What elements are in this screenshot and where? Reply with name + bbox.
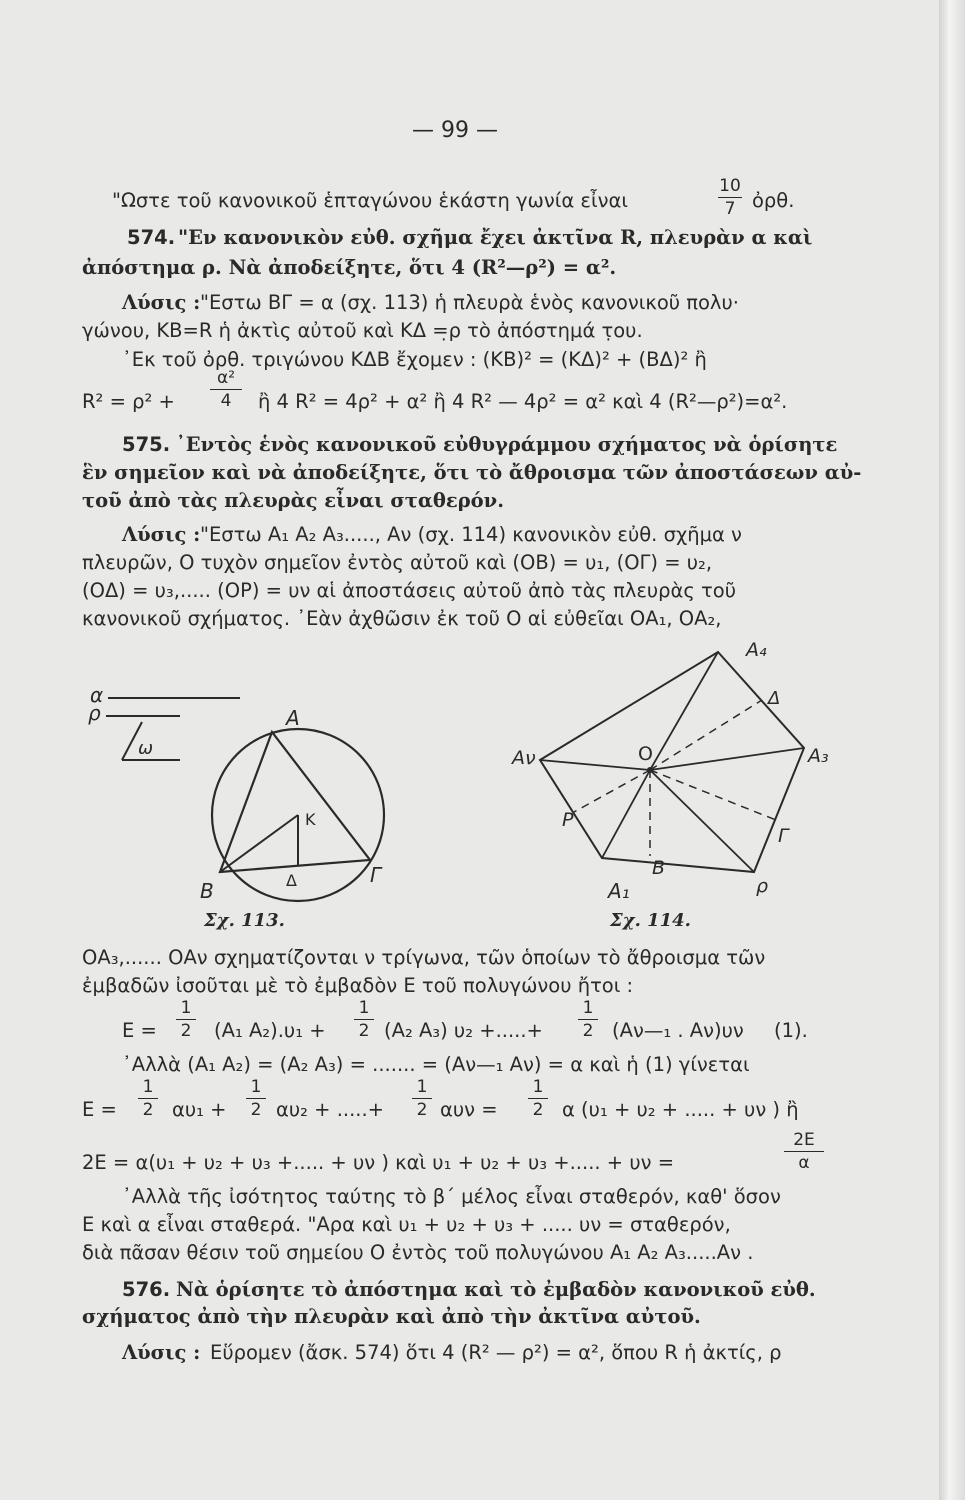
equation-text: αυν =	[440, 1098, 498, 1121]
text-line: "Ωστε τοῦ κανονικοῦ ἑπταγώνου ἑκάστη γωνία εἶναι	[112, 189, 628, 212]
fraction: 1 2	[354, 998, 374, 1041]
label-Gamma: Γ	[778, 825, 789, 847]
equation-tag: (1).	[774, 1019, 808, 1042]
label-A4: A₄	[746, 639, 767, 661]
equation-text: αυ₁ +	[172, 1098, 227, 1121]
text-line: ᾿Αλλὰ τῆς ἰσότητος ταύτης τὸ β΄ μέλος εἶναι σταθερόν, καθ' ὅσον	[122, 1185, 781, 1208]
text-line: R² = ρ² +	[82, 390, 175, 413]
equation-text: αυ₂ + .....+	[276, 1098, 385, 1121]
figure-caption: Σχ. 113.	[204, 910, 285, 931]
figure-113	[80, 680, 400, 940]
equation-text: 2Ε = α(υ₁ + υ₂ + υ₃ +..... + υν ) καὶ υ₁ + υ₂ + υ₃ +..... + υν =	[82, 1151, 675, 1174]
label-A1: A₁	[608, 879, 630, 903]
label-O: O	[638, 743, 653, 765]
fraction: 2Ε α	[784, 1130, 824, 1173]
exercise-number: 575.	[122, 433, 171, 456]
exercise-statement: τοῦ ἀπὸ τὰς πλευρὰς εἶναι σταθερόν.	[82, 489, 504, 512]
fraction: 1 2	[528, 1077, 548, 1120]
page-number: — 99 —	[412, 118, 498, 143]
text-line: (ΟΔ) = υ₃,..... (ΟΡ) = υν αἱ ἀποστάσεις αὐτοῦ ἀπὸ τὰς πλευρὰς τοῦ	[82, 579, 737, 602]
label-K: K	[305, 810, 316, 829]
solution-label: Λύσις :	[122, 1341, 201, 1364]
label-Delta: Δ	[286, 871, 297, 890]
fraction: α² 4	[210, 368, 242, 411]
equation-text: Ε =	[82, 1098, 117, 1121]
label-A: A	[286, 706, 300, 730]
text-line: διὰ πᾶσαν θέσιν τοῦ σημείου Ο ἐντὸς τοῦ πολυγώνου Α₁ Α₂ Α₃.....Αν .	[82, 1241, 754, 1264]
figure-caption: Σχ. 114.	[610, 910, 691, 931]
label-Gamma: Γ	[370, 863, 382, 887]
figure-114	[500, 630, 860, 920]
exercise-number: 576.	[122, 1278, 171, 1301]
solution-label: Λύσις :	[122, 523, 201, 546]
fraction: 10 7	[719, 176, 741, 219]
exercise-statement: ἀπόστημα ρ. Νὰ ἀποδείξητε, ὅτι 4 (R²—ρ²) = α².	[82, 256, 617, 279]
label-P: P	[562, 809, 574, 831]
text-line: ἐμβαδῶν ἰσοῦται μὲ τὸ ἐμβαδὸν Ε τοῦ πολυγώνου ἤτοι :	[82, 974, 634, 997]
text-line: ὀρθ.	[752, 189, 795, 212]
text-line: Εὕρομεν (ἄσκ. 574) ὅτι 4 (R² — ρ²) = α², ὅπου R ἡ ἀκτίς, ρ	[210, 1341, 782, 1364]
label-Av: Aν	[512, 747, 536, 769]
exercise-statement: Νὰ ὁρίσητε τὸ ἀπόστημα καὶ τὸ ἐμβαδὸν κανονικοῦ εὐθ.	[176, 1278, 816, 1301]
fraction: 1 2	[578, 998, 598, 1041]
text-line: "Εστω ΒΓ = α (σχ. 113) ἡ πλευρὰ ἑνὸς κανονικοῦ πολυ·	[200, 291, 739, 314]
fraction: 1 2	[246, 1077, 266, 1120]
text-line: πλευρῶν, Ο τυχὸν σημεῖον ἐντὸς αὐτοῦ καὶ (ΟΒ) = υ₁, (ΟΓ) = υ₂,	[82, 551, 713, 574]
text-line: "Εστω Α₁ Α₂ Α₃....., Αν (σχ. 114) κανονικὸν εὐθ. σχῆμα ν	[200, 523, 742, 546]
text-line: κανονικοῦ σχήματος. ᾿Εὰν ἀχθῶσιν ἐκ τοῦ Ο αἱ εὐθεῖαι ΟΑ₁, ΟΑ₂,	[82, 607, 722, 630]
label-omega: ω	[138, 738, 154, 759]
text-line: γώνου, ΚΒ=R ἡ ἀκτὶς αὐτοῦ καὶ ΚΔ =̣ρ τὸ ἀπόστημά τ̣ου.	[82, 319, 643, 342]
label-alpha: α	[90, 683, 104, 707]
exercise-statement: ᾿Εντὸς ἑνὸς κανονικοῦ εὐθυγράμμου σχήματος νὰ ὁρίσητε	[176, 433, 838, 456]
label-B: B	[200, 879, 214, 903]
text-line: ᾿Εκ τοῦ ὀρθ. τριγώνου ΚΔΒ ἔχομεν : (ΚΒ)² = (ΚΔ)² + (ΒΔ)² ἢ	[122, 348, 707, 371]
fraction: 1 2	[176, 998, 196, 1041]
text-line: ΟΑ₃,...... ΟΑν σχηματίζονται ν τρίγωνα, τῶν ὁποίων τὸ ἄθροισμα τῶν	[82, 946, 766, 969]
exercise-number: 574.	[127, 226, 176, 249]
fraction: 1 2	[138, 1077, 158, 1120]
label-B: B	[652, 857, 666, 879]
label-A3: A₃	[808, 745, 829, 767]
label-Delta: Δ	[768, 688, 781, 709]
equation-text: Ε =	[122, 1019, 157, 1042]
label-rho: ρ	[88, 701, 101, 725]
text-line: Ε καὶ α εἶναι σταθερά. "Αρα καὶ υ₁ + υ₂ + υ₃ + ..... υν = σταθερόν,	[82, 1213, 731, 1236]
equation-text: (Αν—₁ . Αν)υν	[612, 1019, 744, 1042]
equation-text: (Α₁ Α₂).υ₁ +	[214, 1019, 326, 1042]
label-rho: ρ	[756, 875, 769, 897]
text-line: ᾿Αλλὰ (Α₁ Α₂) = (Α₂ Α₃) = ....... = (Αν—₁ Αν) = α καὶ ἡ (1) γίνεται	[122, 1053, 750, 1076]
solution-label: Λύσις :	[122, 291, 201, 314]
exercise-statement: "Εν κανονικὸν εὐθ. σχῆμα ἔχει ἀκτῖνα R, πλευρὰν α καὶ	[178, 226, 813, 249]
text-line: ἢ 4 R² = 4ρ² + α² ἢ 4 R² — 4ρ² = α² καὶ 4 (R²—ρ²)=α².	[258, 390, 788, 413]
equation-text: α (υ₁ + υ₂ + ..... + υν ) ἢ	[562, 1098, 799, 1121]
exercise-statement: σχήματος ἀπὸ τὴν πλευρὰν καὶ ἀπὸ τὴν ἀκτῖνα αὐτοῦ.	[82, 1305, 701, 1328]
fraction: 1 2	[412, 1077, 432, 1120]
equation-text: (Α₂ Α₃) υ₂ +.....+	[384, 1019, 543, 1042]
page-edge	[939, 0, 965, 1500]
exercise-statement: ἓν σημεῖον καὶ νὰ ἀποδείξητε, ὅτι τὸ ἄθροισμα τῶν ἀποστάσεων αὐ-	[82, 461, 862, 484]
